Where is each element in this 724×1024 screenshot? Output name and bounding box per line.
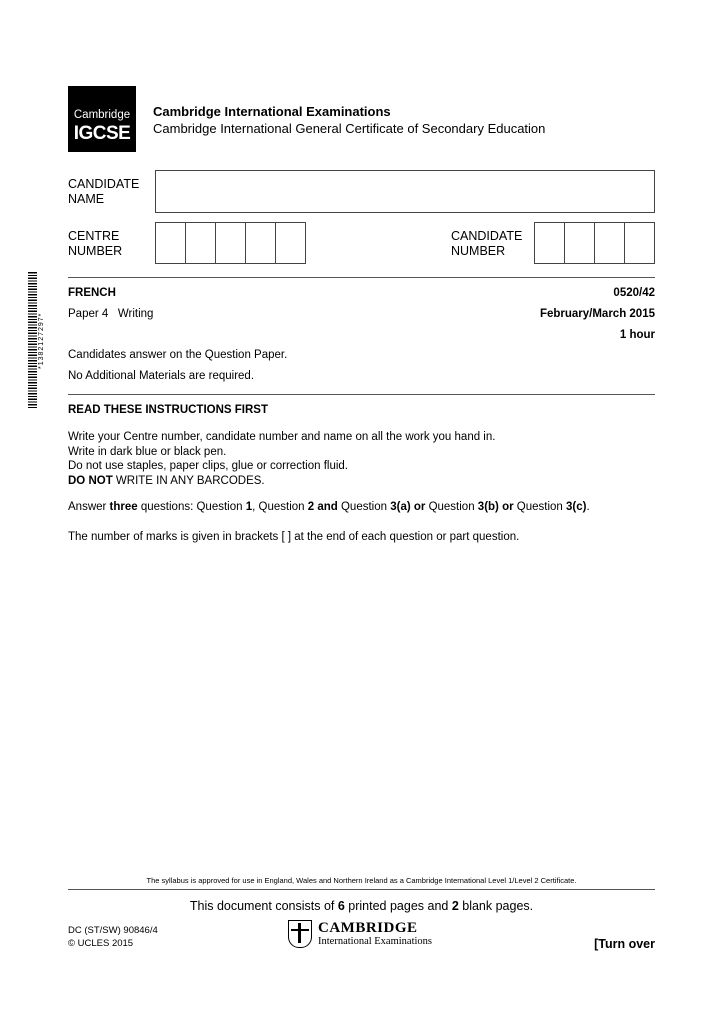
text-bold: 1 — [245, 501, 253, 513]
cambridge-logo — [288, 920, 432, 948]
digit-cell[interactable] — [246, 223, 276, 263]
candidate-number-label — [451, 229, 522, 259]
marks-instruction: The number of marks is given in brackets [ ] at the end of each question or part question. — [68, 531, 520, 543]
text-part: . — [586, 501, 590, 513]
label-line: CANDIDATE — [451, 229, 523, 243]
subject: FRENCH — [68, 287, 116, 299]
digit-cell[interactable] — [216, 223, 246, 263]
cambridge-igcse-logo — [68, 86, 136, 152]
text-part: printed pages and — [344, 899, 452, 913]
certificate-name: Cambridge International General Certificate of Secondary Education — [153, 121, 546, 136]
digit-cell[interactable] — [625, 223, 654, 263]
syllabus-note: The syllabus is approved for use in England, Wales and Northern Ireland as a Cambridge International Level 1/Level 2 Certificate. — [146, 876, 577, 885]
digit-cell[interactable] — [276, 223, 305, 263]
paper-info — [68, 308, 153, 320]
document-ref: DC (ST/SW) 90846/4 — [68, 925, 158, 936]
divider — [68, 394, 655, 395]
turn-over: [Turn over — [594, 937, 655, 951]
label-line: NAME — [68, 192, 105, 206]
do-not-bold: DO NOT — [68, 474, 113, 487]
instruction-line — [68, 474, 495, 489]
text-part: blank pages. — [458, 899, 534, 913]
barcode — [28, 272, 37, 408]
text-part: Answer — [68, 501, 110, 513]
org-name: Cambridge International Examinations — [153, 104, 391, 119]
crest-icon — [288, 920, 312, 948]
text-part: Question — [425, 501, 478, 513]
page-count — [68, 899, 655, 913]
divider — [68, 277, 655, 278]
text-part: Question — [513, 501, 566, 513]
logo-line2: IGCSE — [73, 123, 131, 144]
candidate-name-field[interactable] — [155, 170, 655, 213]
text-bold: 2 — [451, 899, 459, 913]
cambridge-subtitle: International Examinations — [318, 935, 433, 947]
barcode-number: *1382127297* — [38, 312, 45, 370]
text-bold: 2 and — [307, 501, 338, 513]
digit-cell[interactable] — [535, 223, 565, 263]
text-bold: 3(a) or — [390, 501, 426, 513]
paper-number: Paper 4 — [68, 308, 109, 320]
logo-line1: Cambridge — [73, 109, 131, 121]
instruction-line: Write your Centre number, candidate number and name on all the work you hand in. — [68, 431, 496, 443]
text-bold: 3(c) — [566, 501, 587, 513]
text-part: This document consists of — [189, 899, 338, 913]
label-line: NUMBER — [68, 244, 123, 258]
label-line: CANDIDATE — [68, 177, 140, 191]
materials-note-1: Candidates answer on the Question Paper. — [68, 349, 288, 361]
divider — [68, 889, 655, 890]
digit-cell[interactable] — [156, 223, 186, 263]
duration: 1 hour — [619, 329, 655, 341]
instructions-list — [68, 430, 495, 488]
instruction-line: Do not use staples, paper clips, glue or correction fluid. — [68, 460, 348, 472]
centre-number-field[interactable] — [155, 222, 306, 264]
do-not-rest: WRITE IN ANY BARCODES. — [112, 474, 265, 487]
digit-cell[interactable] — [595, 223, 625, 263]
label-line: NUMBER — [451, 244, 506, 258]
text-bold: 3(b) or — [477, 501, 514, 513]
digit-cell[interactable] — [565, 223, 595, 263]
answer-instruction — [68, 501, 590, 513]
candidate-name-label — [68, 177, 139, 207]
digit-cell[interactable] — [186, 223, 216, 263]
cambridge-wordmark: CAMBRIDGE — [318, 919, 418, 936]
instructions-heading: READ THESE INSTRUCTIONS FIRST — [68, 404, 268, 416]
paper-component: Writing — [117, 308, 154, 320]
text-bold: 6 — [337, 899, 345, 913]
copyright: © UCLES 2015 — [68, 938, 134, 949]
text-part: questions: Question — [137, 501, 246, 513]
candidate-number-field[interactable] — [534, 222, 655, 264]
paper-code: 0520/42 — [613, 287, 655, 299]
instruction-line: Write in dark blue or black pen. — [68, 445, 227, 458]
centre-number-label — [68, 229, 122, 259]
session: February/March 2015 — [539, 308, 655, 320]
label-line: CENTRE — [68, 229, 120, 243]
materials-note-2: No Additional Materials are required. — [68, 370, 255, 382]
text-bold: three — [109, 501, 138, 513]
text-part: Question — [337, 501, 391, 513]
text-part: , Question — [252, 501, 308, 513]
